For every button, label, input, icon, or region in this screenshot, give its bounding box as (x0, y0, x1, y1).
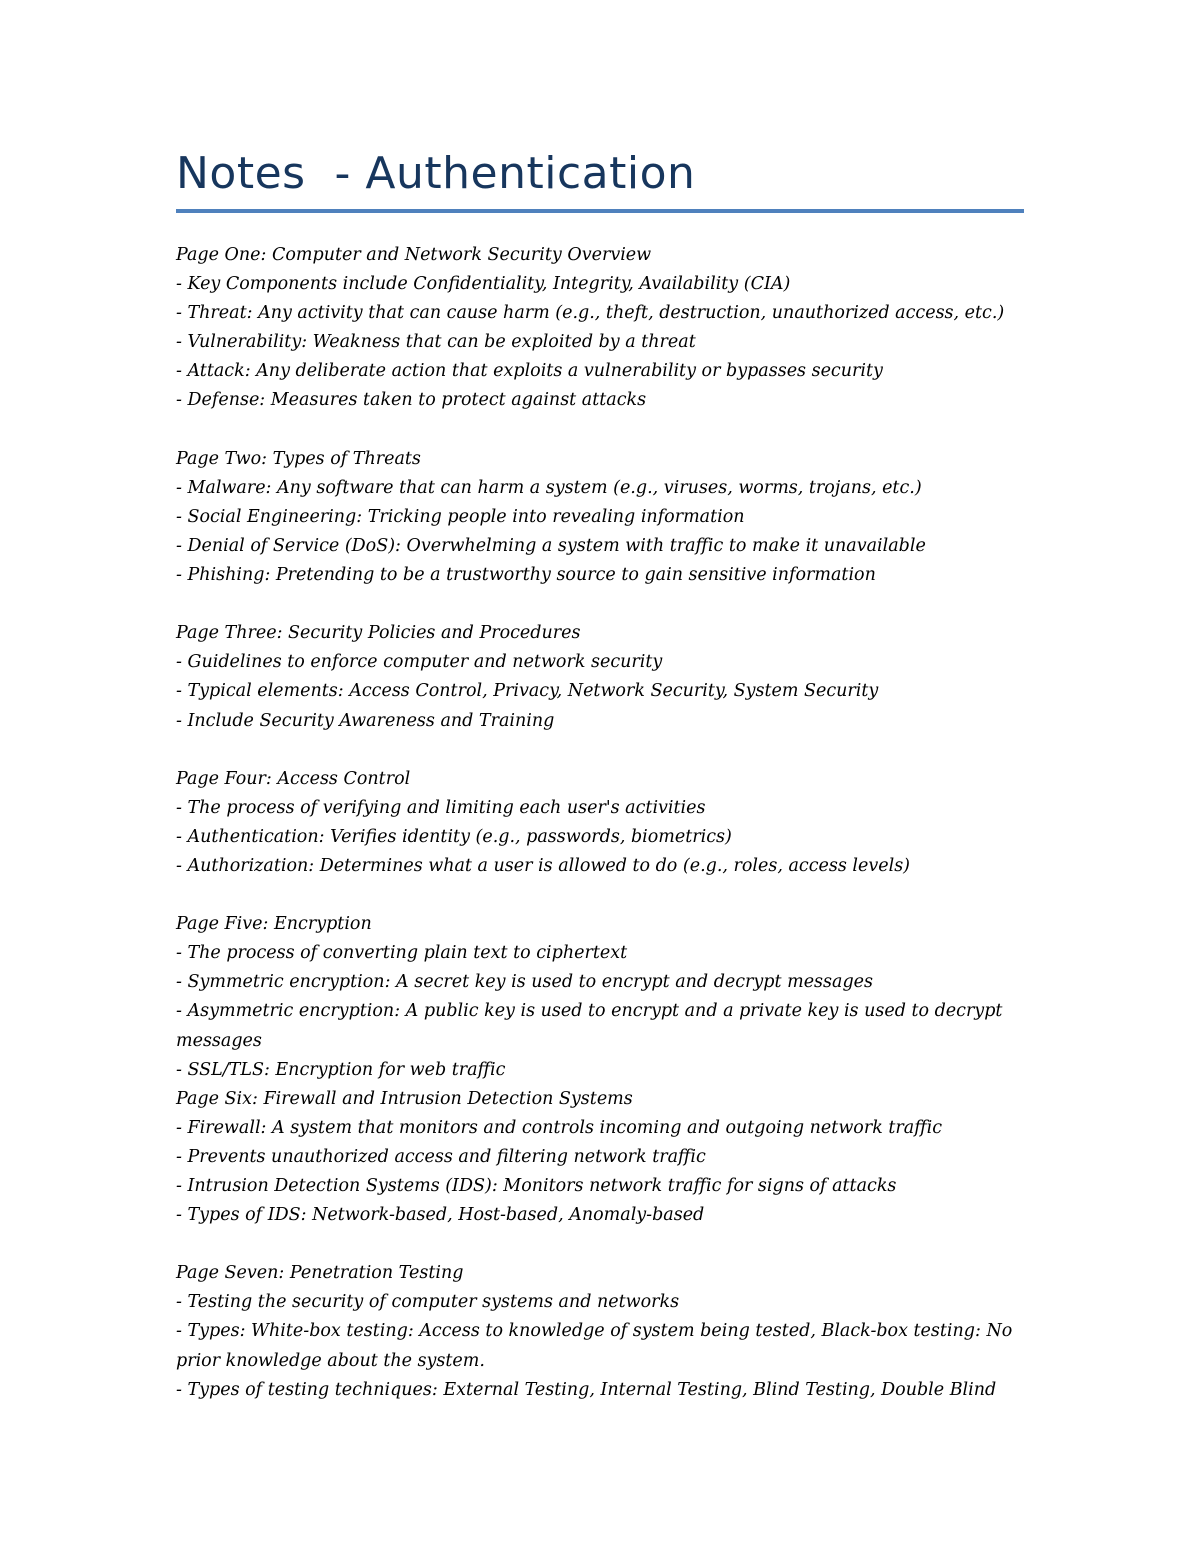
text-line: - Guidelines to enforce computer and network security (176, 652, 663, 673)
section-heading: Page Six: Firewall and Intrusion Detection Systems (176, 1088, 633, 1109)
blank-line (176, 590, 1024, 619)
text-line: - Vulnerability: Weakness that can be exploited by a threat (176, 332, 696, 353)
section-heading: Page Four: Access Control (176, 768, 411, 789)
text-line: - Denial of Service (DoS): Overwhelming a system with traffic to make it unavailable (176, 535, 926, 556)
section-heading: Page Three: Security Policies and Procedures (176, 623, 581, 644)
text-line: - Defense: Measures taken to protect against attacks (176, 390, 647, 411)
text-line: - Types of IDS: Network-based, Host-based, Anomaly-based (176, 1205, 705, 1226)
section-heading: Page One: Computer and Network Security Overview (176, 245, 652, 265)
blank-line (176, 416, 1024, 445)
text-line: - Intrusion Detection Systems (IDS): Monitors network traffic for signs of attacks (176, 1176, 897, 1196)
text-line: - Threat: Any activity that can cause harm (e.g., theft, destruction, unauthorized access, etc.) (176, 303, 1005, 324)
blank-line (176, 1230, 1024, 1259)
text-line: - Phishing: Pretending to be a trustworthy source to gain sensitive information (176, 565, 876, 586)
blank-line (176, 736, 1024, 765)
section-heading: Page Two: Types of Threats (176, 448, 421, 469)
title-underline (176, 209, 1024, 213)
text-line: - The process of converting plain text to ciphertext (176, 943, 628, 964)
text-line: - Malware: Any software that can harm a system (e.g., viruses, worms, trojans, etc.) (176, 477, 922, 498)
text-line: - Testing the security of computer systems and networks (176, 1292, 680, 1313)
text-line: - Include Security Awareness and Training (176, 710, 555, 731)
text-line: - SSL/TLS: Encryption for web traffic (176, 1059, 506, 1080)
text-line: - Symmetric encryption: A secret key is used to encrypt and decrypt messages (176, 972, 873, 993)
text-line: - Attack: Any deliberate action that exploits a vulnerability or bypasses security (176, 361, 883, 382)
text-line: - Authorization: Determines what a user is allowed to do (e.g., roles, access levels) (176, 855, 911, 876)
text-line: - Firewall: A system that monitors and controls incoming and outgoing network traffic (176, 1117, 943, 1138)
text-line: - Key Components include Confidentiality, Integrity, Availability (CIA) (176, 274, 791, 295)
text-line: - Social Engineering: Tricking people into revealing information (176, 506, 745, 527)
text-line: prior knowledge about the system. (176, 1350, 485, 1371)
text-line: messages (176, 1030, 262, 1051)
text-line: - The process of verifying and limiting each user's activities (176, 797, 706, 818)
document-body (176, 241, 1024, 1405)
text-line: - Types of testing techniques: External Testing, Internal Testing, Blind Testing, Double Blind (176, 1379, 997, 1400)
blank-line (176, 881, 1024, 910)
text-line: - Prevents unauthorized access and filtering network traffic (176, 1146, 706, 1167)
text-line: - Asymmetric encryption: A public key is used to encrypt and a private key is used to decrypt (176, 1001, 1003, 1022)
text-line: - Authentication: Verifies identity (e.g., passwords, biometrics) (176, 826, 732, 847)
text-line: - Types: White-box testing: Access to knowledge of system being tested, Black-box testing: No (176, 1321, 1013, 1342)
section-heading: Page Five: Encryption (176, 914, 372, 935)
text-line: - Typical elements: Access Control, Privacy, Network Security, System Security (176, 681, 879, 702)
section-heading: Page Seven: Penetration Testing (176, 1263, 464, 1284)
page-title: Notes - Authentication (176, 148, 696, 199)
